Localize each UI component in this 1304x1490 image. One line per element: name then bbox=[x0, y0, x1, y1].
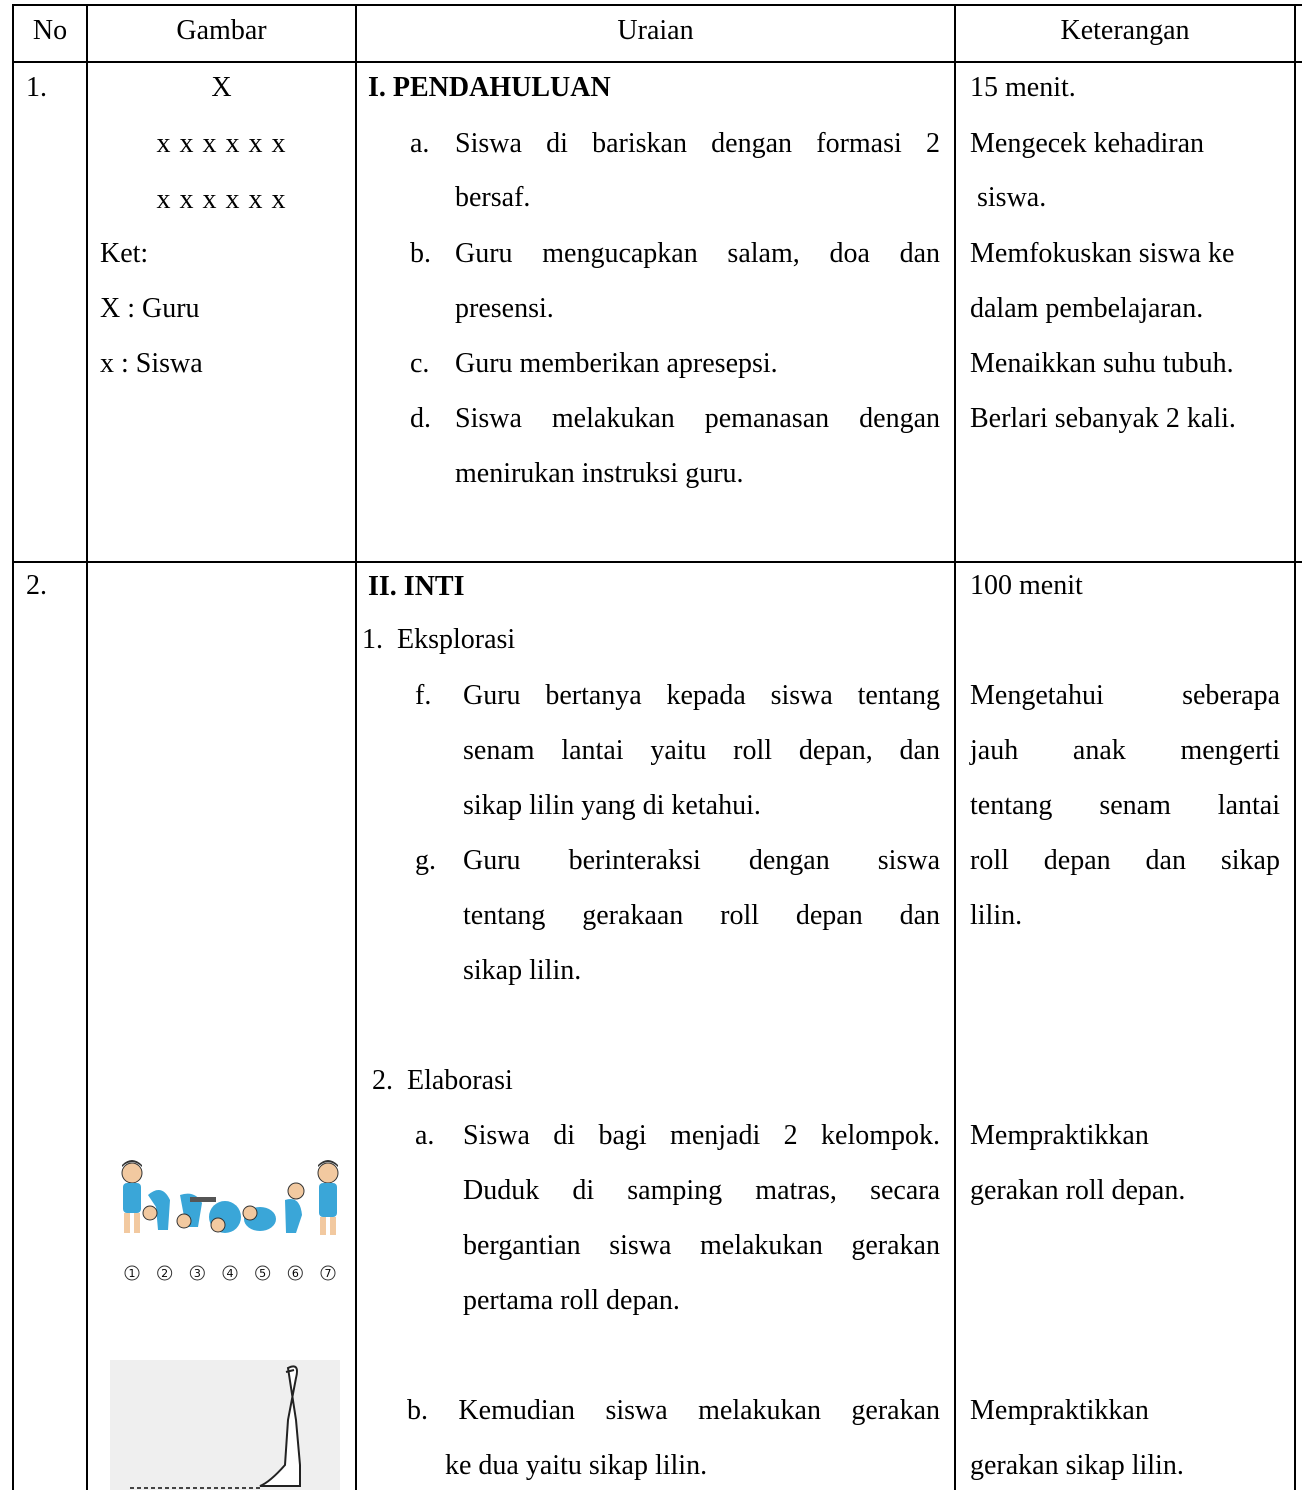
item-marker-g: g. bbox=[415, 845, 436, 876]
elab-note-a-1: Mempraktikkan bbox=[970, 1120, 1149, 1151]
roll-figure-5 bbox=[243, 1206, 276, 1231]
elab-b-line-1: b. Kemudian siswa melakukan gerakan bbox=[407, 1395, 940, 1426]
roll-figure-6 bbox=[285, 1183, 304, 1233]
row1-note-time: 15 menit. bbox=[970, 72, 1076, 103]
explorasi-heading: 1. Eksplorasi bbox=[362, 624, 516, 655]
item-a-line-2: bersaf. bbox=[455, 182, 531, 213]
formation-line-2: x x x x x x bbox=[156, 184, 287, 215]
step-number-6: 6 bbox=[291, 1267, 299, 1280]
table-divider-uraian bbox=[954, 4, 956, 1490]
item-b-line-1: Guru mengucapkan salam, doa dan bbox=[455, 238, 940, 269]
roll-step-numbers bbox=[125, 1266, 335, 1280]
row1-bottom-line bbox=[12, 561, 1302, 563]
formation-ket-label: Ket: bbox=[100, 238, 149, 269]
item-marker-f: f. bbox=[415, 680, 432, 711]
item-g-line-3: sikap lilin. bbox=[463, 955, 582, 986]
step-number-5: 5 bbox=[259, 1267, 267, 1280]
item-a-line-1: Siswa di bariskan dengan formasi 2 bbox=[455, 128, 940, 159]
header-keterangan: Keterangan bbox=[1060, 15, 1190, 46]
table-divider-no bbox=[86, 4, 88, 1490]
elab-a-line-4: pertama roll depan. bbox=[463, 1285, 680, 1316]
item-marker-a: a. bbox=[410, 128, 430, 159]
step-number-4: 4 bbox=[226, 1267, 234, 1280]
formation-line-1: x x x x x x bbox=[156, 128, 287, 159]
explorasi-note-4: roll depan dan sikap bbox=[970, 845, 1280, 876]
elab-a-line-3: bergantian siswa melakukan gerakan bbox=[463, 1230, 940, 1261]
explorasi-note-1: Mengetahui seberapa bbox=[970, 680, 1280, 711]
item-f-line-1: Guru bertanya kepada siswa tentang bbox=[463, 680, 940, 711]
row1-note-3: Memfokuskan siswa ke bbox=[970, 238, 1235, 269]
step-number-3: 3 bbox=[193, 1267, 201, 1280]
item-d-line-1: Siswa melakukan pemanasan dengan bbox=[455, 403, 940, 434]
roll-figure-2 bbox=[143, 1190, 170, 1230]
elab-b-line-2: ke dua yaitu sikap lilin. bbox=[445, 1450, 708, 1481]
sikap-lilin-illustration bbox=[110, 1360, 340, 1490]
header-no: No bbox=[32, 15, 68, 46]
item-d-line-2: menirukan instruksi guru. bbox=[455, 458, 744, 489]
row2-number: 2. bbox=[26, 570, 47, 601]
row1-note-2: siswa. bbox=[970, 182, 1047, 213]
row1-number: 1. bbox=[26, 72, 47, 103]
sikap-lilin-background bbox=[110, 1360, 340, 1490]
table-border-right bbox=[1294, 4, 1296, 1490]
table-divider-gambar bbox=[355, 4, 357, 1490]
row2-note-time: 100 menit bbox=[970, 570, 1083, 601]
formation-legend-teacher: X : Guru bbox=[100, 293, 200, 324]
section-title-pendahuluan: I. PENDAHULUAN bbox=[368, 72, 611, 103]
row1-note-6: Berlari sebanyak 2 kali. bbox=[970, 403, 1236, 434]
item-marker-d: d. bbox=[410, 403, 431, 434]
item-c-line-1: Guru memberikan apresepsi. bbox=[455, 348, 778, 379]
item-marker-b: b. bbox=[410, 238, 431, 269]
row1-note-5: Menaikkan suhu tubuh. bbox=[970, 348, 1234, 379]
formation-legend-student: x : Siswa bbox=[100, 348, 203, 379]
section-title-inti: II. INTI bbox=[368, 571, 465, 602]
item-marker-elab-a: a. bbox=[415, 1120, 435, 1151]
explorasi-note-2: jauh anak mengerti bbox=[970, 735, 1280, 766]
roll-figure-4 bbox=[209, 1201, 241, 1233]
header-bottom-line bbox=[12, 61, 1302, 63]
elab-note-a-2: gerakan roll depan. bbox=[970, 1175, 1186, 1206]
explorasi-note-5: lilin. bbox=[970, 900, 1023, 931]
table-border-top bbox=[12, 4, 1302, 6]
step-number-1: 1 bbox=[128, 1267, 136, 1280]
step-number-2: 2 bbox=[161, 1267, 169, 1280]
table-border-left bbox=[12, 4, 14, 1490]
header-gambar: Gambar bbox=[176, 15, 267, 46]
item-g-line-1: Guru berinteraksi dengan siswa bbox=[463, 845, 940, 876]
item-g-line-2: tentang gerakaan roll depan dan bbox=[463, 900, 940, 931]
row1-note-4: dalam pembelajaran. bbox=[970, 293, 1204, 324]
elab-a-line-2: Duduk di samping matras, secara bbox=[463, 1175, 940, 1206]
roll-depan-illustration bbox=[110, 1155, 345, 1290]
roll-figure-7 bbox=[318, 1160, 338, 1235]
roll-figure-1 bbox=[122, 1160, 142, 1233]
elaborasi-heading: 2. Elaborasi bbox=[372, 1065, 513, 1096]
formation-teacher: X bbox=[211, 72, 232, 103]
item-f-line-2: senam lantai yaitu roll depan, dan bbox=[463, 735, 940, 766]
item-b-line-2: presensi. bbox=[455, 293, 554, 324]
elab-a-line-1: Siswa di bagi menjadi 2 kelompok. bbox=[463, 1120, 940, 1151]
explorasi-note-3: tentang senam lantai bbox=[970, 790, 1280, 821]
step-number-7: 7 bbox=[324, 1267, 332, 1280]
elab-note-b-2: gerakan sikap lilin. bbox=[970, 1450, 1184, 1481]
row1-note-1: Mengecek kehadiran bbox=[970, 128, 1204, 159]
header-uraian: Uraian bbox=[617, 15, 694, 46]
elab-note-b-1: Mempraktikkan bbox=[970, 1395, 1149, 1426]
item-f-line-3: sikap lilin yang di ketahui. bbox=[463, 790, 761, 821]
item-marker-c: c. bbox=[410, 348, 430, 379]
